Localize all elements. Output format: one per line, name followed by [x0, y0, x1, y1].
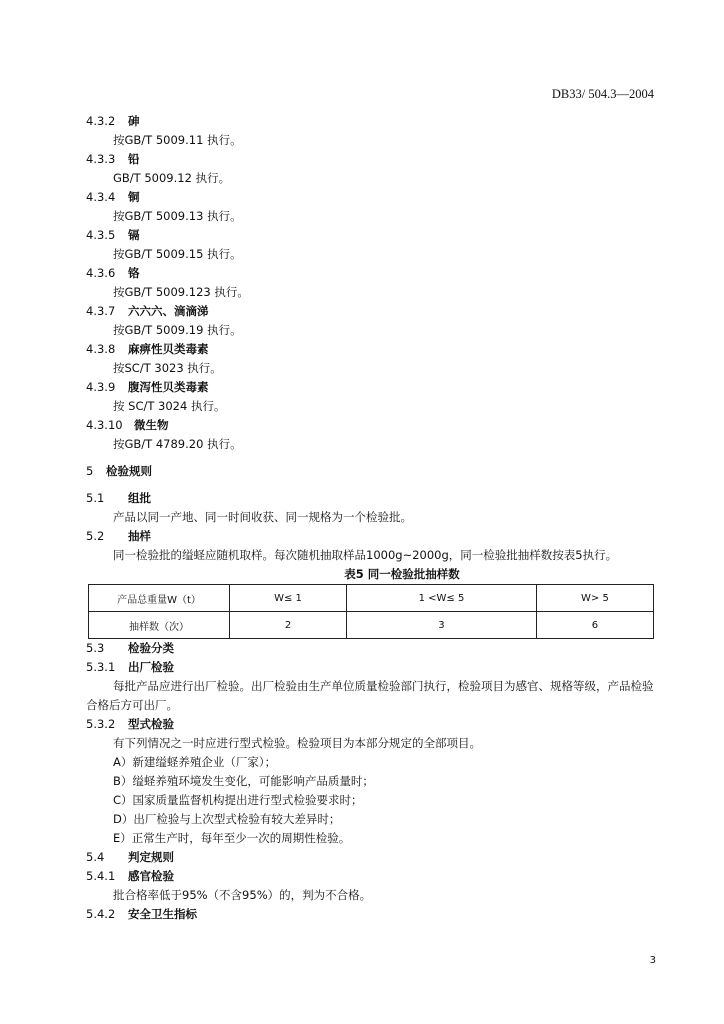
section-heading: 4.3.3 铅	[86, 152, 140, 166]
sampling-table	[88, 584, 654, 639]
chapter-heading: 5 检验规则	[86, 464, 152, 478]
list-item: D）出厂检验与上次型式检验有较大差异时；	[113, 812, 341, 826]
table-cell: W≤ 1	[230, 585, 347, 612]
section-text: 按 SC/T 3024 执行。	[113, 399, 226, 413]
section-text: 每批产品应进行出厂检验。出厂检验由生产单位质量检验部门执行，检验项目为感官、规格等级，产品检验合格后方可出厂。	[86, 679, 654, 712]
section-heading: 5.4.2 安全卫生指标	[86, 907, 197, 921]
table-caption: 表5 同一检验批抽样数	[344, 567, 460, 581]
section-heading: 4.3.5 镉	[86, 228, 140, 242]
section-text: 按SC/T 3023 执行。	[113, 361, 222, 375]
section-heading: 5.4.1 感官检验	[86, 869, 174, 883]
section-text: 按GB/T 5009.15 执行。	[113, 247, 242, 261]
document-body	[86, 112, 658, 924]
section-text: 有下列情况之一时应进行型式检验。检验项目为本部分规定的全部项目。	[113, 736, 481, 750]
section-heading: 5.3 检验分类	[86, 641, 174, 655]
section-heading: 5.3.1 出厂检验	[86, 660, 174, 674]
section-heading: 5.3.2 型式检验	[86, 717, 174, 731]
section-text: 按GB/T 5009.123 执行。	[113, 285, 249, 299]
section-text: 产品以同一产地、同一时间收获、同一规格为一个检验批。	[113, 510, 412, 524]
table-cell: W> 5	[536, 585, 653, 612]
page-number: 3	[649, 955, 656, 966]
section-heading: 4.3.10 微生物	[86, 418, 169, 432]
table-cell: 产品总重量W（t）	[89, 585, 230, 612]
section-text: 批合格率低于95%（不含95%）的，判为不合格。	[113, 888, 372, 902]
section-heading: 5.4 判定规则	[86, 850, 174, 864]
standard-code: DB33/ 504.3—2004	[551, 87, 654, 101]
section-text: 按GB/T 5009.13 执行。	[113, 209, 242, 223]
list-item: A）新建缢蛏养殖企业（厂家）；	[113, 755, 277, 769]
section-text: GB/T 5009.12 执行。	[113, 171, 231, 185]
section-heading: 4.3.4 铜	[86, 190, 140, 204]
table-row	[89, 612, 654, 639]
section-text: 按GB/T 5009.19 执行。	[113, 323, 242, 337]
section-text: 按GB/T 5009.11 执行。	[113, 133, 242, 147]
section-text: 按GB/T 4789.20 执行。	[113, 437, 242, 451]
table-cell: 6	[536, 612, 653, 639]
table-cell: 1 <W≤ 5	[347, 585, 537, 612]
section-heading: 4.3.6 铬	[86, 266, 140, 280]
section-heading: 4.3.9 腹泻性贝类毒素	[86, 380, 209, 394]
section-heading: 4.3.2 砷	[86, 114, 140, 128]
list-item: B）缢蛏养殖环境发生变化，可能影响产品质量时；	[113, 774, 374, 788]
section-heading: 4.3.7 六六六、滴滴涕	[86, 304, 209, 318]
section-heading: 5.1 组批	[86, 491, 151, 505]
table-cell: 3	[347, 612, 537, 639]
section-heading: 5.2 抽样	[86, 529, 151, 543]
section-text: 同一检验批的缢蛏应随机取样。每次随机抽取样品1000g~2000g，同一检验批抽样数按表5执行。	[113, 548, 618, 562]
table-row	[89, 585, 654, 612]
table-cell: 2	[230, 612, 347, 639]
table-cell: 抽样数（次）	[89, 612, 230, 639]
section-heading: 4.3.8 麻痹性贝类毒素	[86, 342, 209, 356]
list-item: C）国家质量监督机构提出进行型式检验要求时；	[113, 793, 363, 807]
list-item: E）正常生产时，每年至少一次的周期性检验。	[113, 831, 351, 845]
